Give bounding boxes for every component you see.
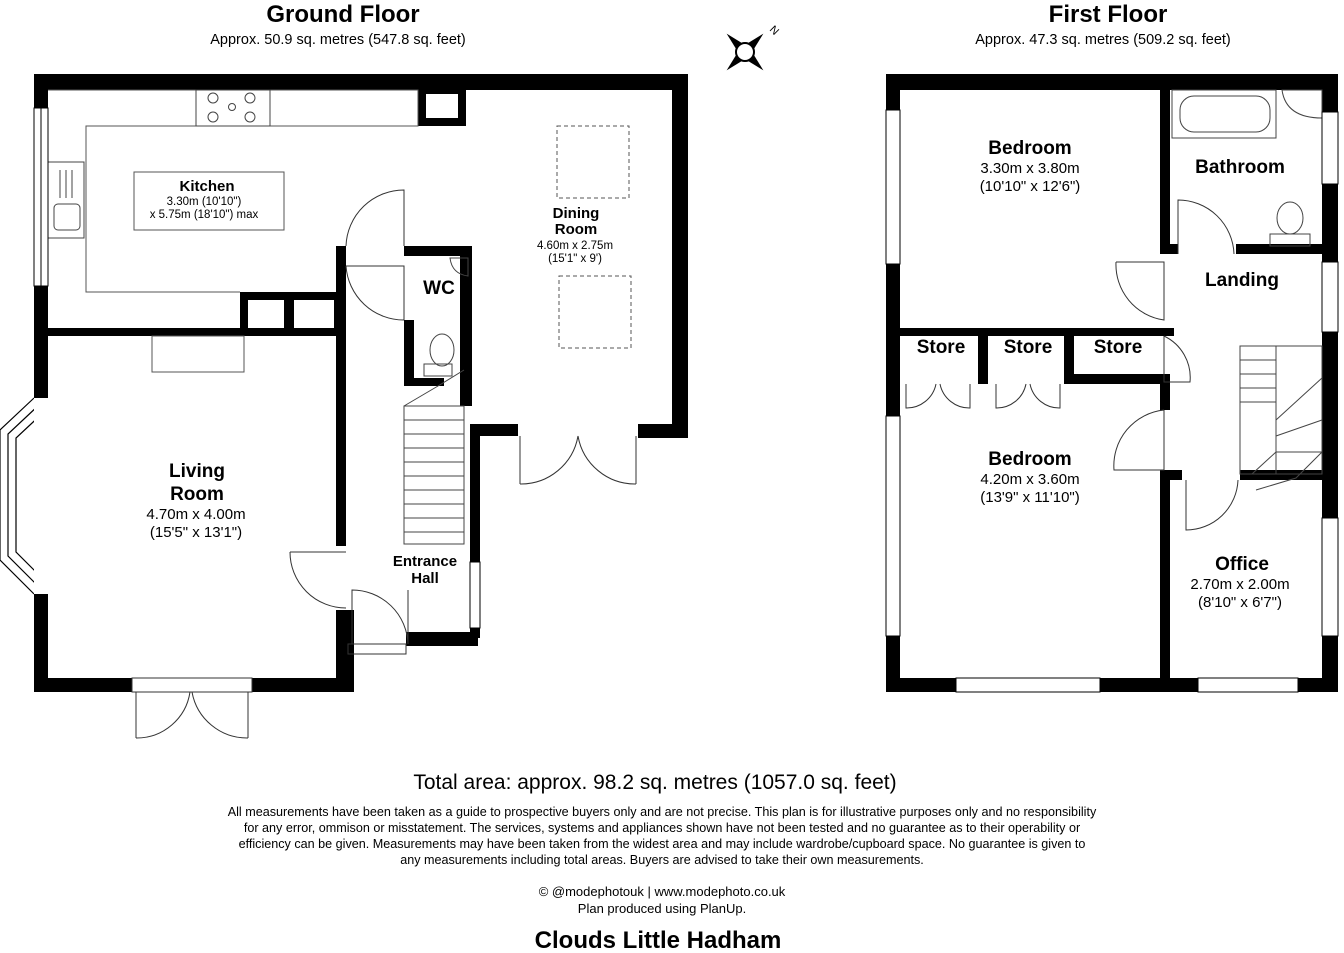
skylight (557, 126, 629, 198)
wc-label: WC (423, 278, 455, 299)
office-window-bottom (1198, 678, 1298, 692)
disclaimer-line-4: any measurements including total areas. Buyers are advised to take their own measurements. (400, 853, 924, 867)
bathroom-door (1178, 200, 1234, 254)
wardrobe-doors (906, 384, 1060, 408)
ground-floor-title: Ground Floor (266, 1, 420, 28)
kitchen-dim-1: 3.30m (10'10") (166, 196, 242, 208)
living-dim-2: (15'5" x 13'1") (149, 524, 243, 541)
wc-door (346, 266, 404, 320)
living-dim-1: 4.70m x 4.00m (146, 506, 246, 523)
dining-label-1: Dining (552, 205, 600, 222)
dining-label-2: Room (554, 221, 598, 238)
hall-label-2: Hall (411, 570, 439, 587)
compass-icon (708, 15, 782, 89)
total-area: Total area: approx. 98.2 sq. metres (1057.0 sq. feet) (413, 771, 897, 794)
fireplace (152, 336, 244, 372)
toilet-icon (424, 334, 454, 376)
bedroom2-window-bottom (956, 678, 1100, 692)
office-window-side (1322, 518, 1338, 636)
dining-french-doors (520, 436, 636, 484)
first-floor-plan (886, 74, 1338, 692)
credit-line-1: © @modephotouk | www.modephoto.co.uk (538, 884, 786, 899)
bedroom1-door (1116, 262, 1164, 320)
bathroom-basin-icon (1282, 90, 1322, 118)
office-label: Office (1215, 554, 1269, 575)
bedroom1-dim-1: 3.30m x 3.80m (980, 160, 1080, 177)
ground-staircase (404, 370, 464, 544)
kitchen-door (346, 190, 404, 246)
living-label-2: Room (170, 484, 224, 505)
bedroom1-label: Bedroom (988, 138, 1072, 159)
dining-dim-2: (15'1" x 9') (548, 253, 602, 265)
front-door (348, 590, 408, 654)
hall-label-1: Entrance (392, 553, 458, 570)
living-french-doors (132, 678, 252, 738)
bedroom1-dim-2: (10'10" x 12'6") (979, 178, 1081, 195)
sink-icon (48, 162, 84, 238)
bathroom-toilet-icon (1270, 202, 1310, 246)
living-label-1: Living (169, 461, 225, 482)
office-dim-2: (8'10" x 6'7") (1198, 594, 1282, 611)
bathroom-window (1322, 112, 1338, 184)
disclaimer-line-1: All measurements have been taken as a guide to prospective buyers only and are not precise. This plan is for illustrative purposes only and no responsibility (227, 805, 1097, 819)
hall-window (470, 562, 480, 628)
bedroom2-door (1114, 410, 1164, 470)
property-title: Clouds Little Hadham (534, 927, 782, 953)
bedroom2-dim-2: (13'9" x 11'10") (980, 489, 1080, 506)
bathroom-label: Bathroom (1195, 157, 1285, 178)
disclaimer-line-2: for any error, ommison or misstatement. The services, systems and appliances shown have not been tested and no guarantee as to their operability or (243, 821, 1081, 835)
first-floor-staircase (1240, 346, 1322, 490)
ground-floor-walls (34, 74, 688, 692)
bedroom2-window (886, 416, 900, 636)
kitchen-dim-2: x 5.75m (18'10") max (149, 209, 259, 221)
office-door (1186, 480, 1238, 530)
kitchen-label: Kitchen (179, 178, 235, 195)
store1-label: Store (916, 337, 966, 358)
landing-window (1322, 262, 1338, 332)
store3-label: Store (1093, 337, 1143, 358)
office-dim-1: 2.70m x 2.00m (1190, 576, 1290, 593)
bedroom2-label: Bedroom (988, 449, 1072, 470)
living-door (290, 552, 346, 608)
credit-line-2: Plan produced using PlanUp. (577, 901, 747, 916)
landing-label: Landing (1205, 270, 1279, 291)
bedroom2-dim-1: 4.20m x 3.60m (980, 471, 1080, 488)
hob-icon (196, 90, 270, 126)
dining-dim-1: 4.60m x 2.75m (536, 240, 614, 252)
first-floor-title: First Floor (1048, 1, 1168, 28)
ground-floor-plan (0, 74, 688, 738)
compass-north-label: N (766, 23, 781, 38)
bath-icon (1172, 90, 1276, 138)
first-floor-area: Approx. 47.3 sq. metres (509.2 sq. feet) (975, 32, 1231, 48)
disclaimer-line-3: efficiency can be given. Measurements may have been taken from the widest area and may include wardrobe/cupboard space. No guarantee is given to (238, 837, 1086, 851)
store2-label: Store (1003, 337, 1053, 358)
bedroom1-window (886, 110, 900, 264)
skylight (559, 276, 631, 348)
ground-floor-area: Approx. 50.9 sq. metres (547.8 sq. feet) (210, 32, 466, 48)
